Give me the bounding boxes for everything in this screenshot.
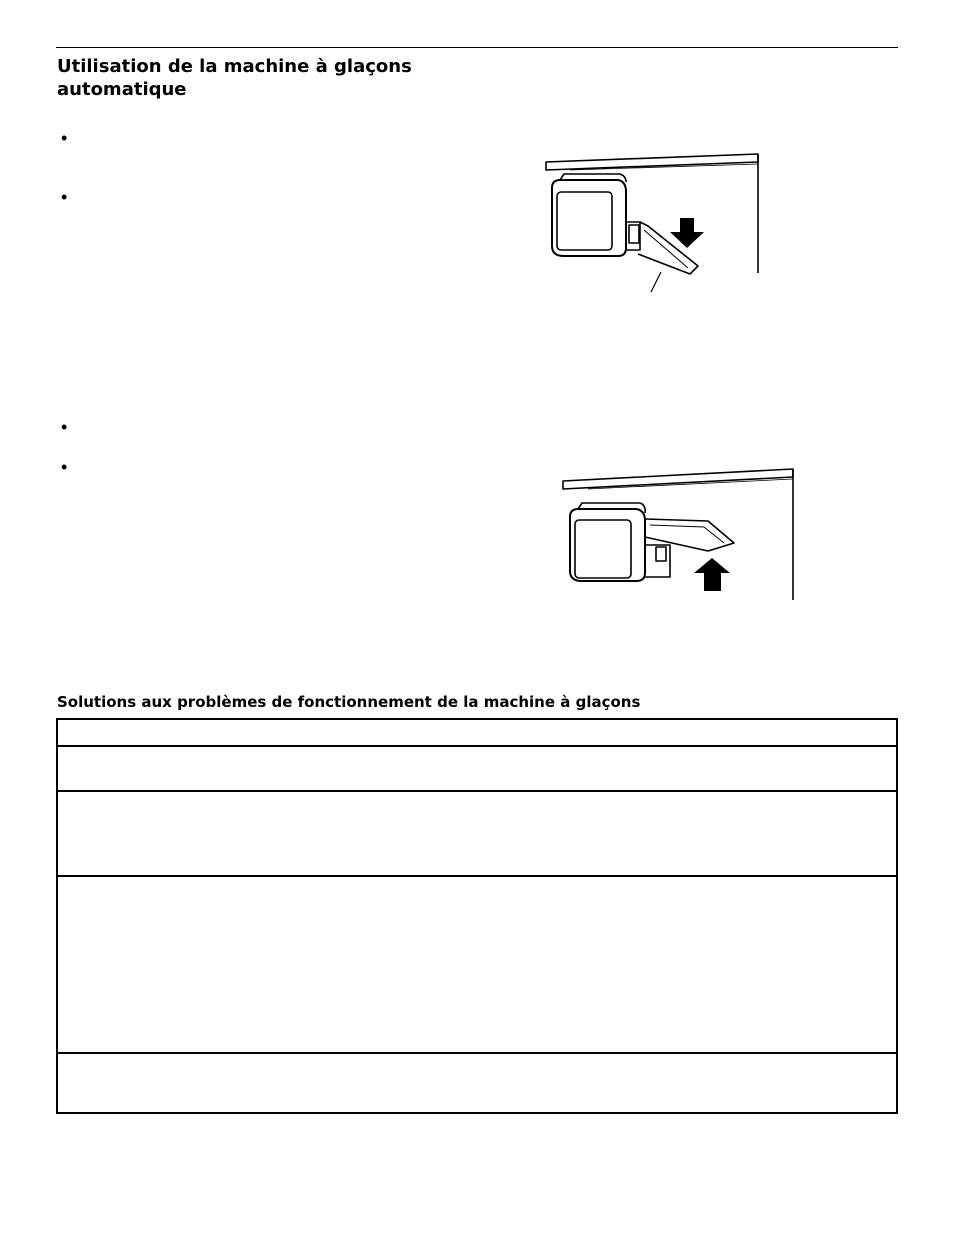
section-title xyxy=(57,55,477,101)
bullet-2: • xyxy=(61,187,68,207)
bullet-3: • xyxy=(61,417,68,437)
table-row-divider xyxy=(58,1052,896,1054)
troubleshooting-table xyxy=(56,718,898,1114)
ice-maker-arm-down-illustration xyxy=(540,150,765,295)
table-row-divider xyxy=(58,790,896,792)
top-rule xyxy=(56,47,898,48)
bullet-1: • xyxy=(61,128,68,148)
table-row-divider xyxy=(58,875,896,877)
bullet-4: • xyxy=(61,457,68,477)
table-row-divider xyxy=(58,745,896,747)
troubleshooting-table-title: Solutions aux problèmes de fonctionnement de la machine à glaçons xyxy=(57,693,641,711)
section-title-line-2: automatique xyxy=(57,79,187,100)
ice-maker-arm-up-illustration xyxy=(558,465,798,605)
section-title-line-1: Utilisation de la machine à glaçons xyxy=(57,56,412,77)
